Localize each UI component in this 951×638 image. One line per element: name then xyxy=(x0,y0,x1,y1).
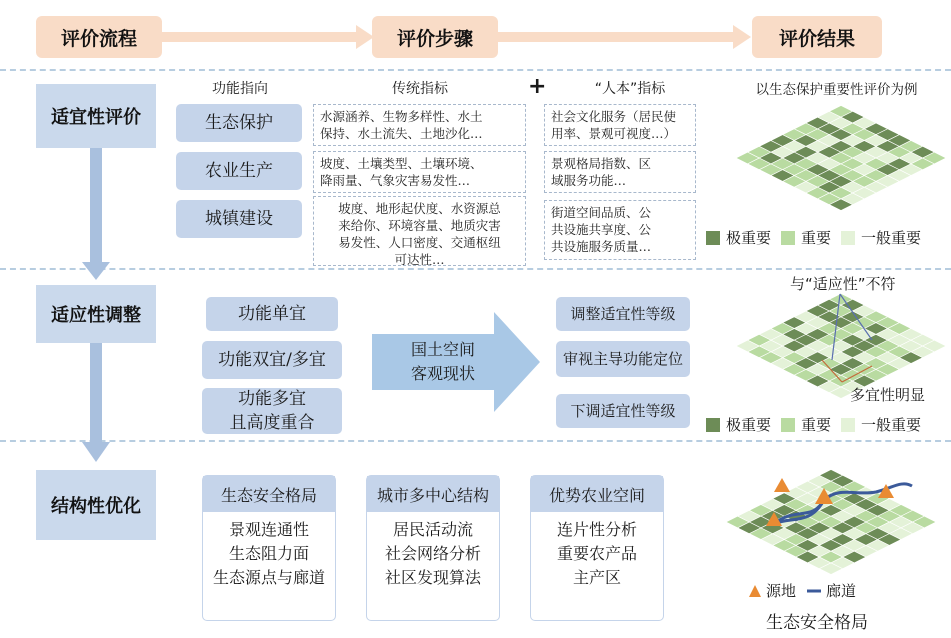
card-agriculture-space xyxy=(530,475,664,621)
action-lower: 下调适宜性等级 xyxy=(556,394,690,428)
text-line: 客观现状 xyxy=(410,364,475,383)
text-line: 街道空间品质、公 xyxy=(551,205,652,220)
header-arrow-2 xyxy=(497,24,759,50)
function-ecology: 生态保护 xyxy=(176,104,302,142)
column-title-human: “人本”指标 xyxy=(594,81,666,97)
legend-section2 xyxy=(706,414,921,435)
legend-corridor: 廊道 xyxy=(826,582,857,600)
header-result: 评价结果 xyxy=(752,16,882,58)
header-arrow-1 xyxy=(160,24,380,50)
header-steps: 评价步骤 xyxy=(372,16,498,58)
legend-very-important: 极重要 xyxy=(726,229,772,247)
stage-adaptability: 适应性调整 xyxy=(36,285,156,343)
text-line: 景观格局指数、区 xyxy=(551,156,652,171)
text-line: 保持、水土流失、土地沙化… xyxy=(320,126,483,141)
ecological-pattern-map xyxy=(716,466,946,576)
source-legend-icon xyxy=(748,584,762,598)
function-agriculture: 农业生产 xyxy=(176,152,302,190)
legend-swatch-important xyxy=(781,231,795,245)
human-agriculture xyxy=(544,151,696,193)
column-title-function: 功能指向 xyxy=(212,81,268,97)
card-ecological-security xyxy=(202,475,336,621)
level-multi xyxy=(202,388,342,434)
card-polycentric-structure xyxy=(366,475,500,621)
legend-very-important: 极重要 xyxy=(726,416,772,434)
action-review: 审视主导功能定位 xyxy=(556,341,690,377)
corridor-legend-icon xyxy=(806,584,822,598)
caption-ecological-pattern: 生态安全格局 xyxy=(766,613,868,633)
column-title-result: 以生态保护重要性评价为例 xyxy=(755,82,918,98)
status-arrow-label xyxy=(388,338,498,386)
card-item: 生态源点与廊道 xyxy=(212,568,325,587)
legend-general: 一般重要 xyxy=(861,229,922,247)
text-line: 水源涵养、生物多样性、水土 xyxy=(320,109,483,124)
legend-swatch-very-important xyxy=(706,231,720,245)
text-line: 国土空间 xyxy=(410,340,475,359)
text-line: 来给你、环境容量、地质灾害 xyxy=(338,218,501,233)
column-title-traditional: 传统指标 xyxy=(392,81,448,97)
stage-suitability: 适宜性评价 xyxy=(36,84,156,148)
text-line: 可达性… xyxy=(394,252,445,267)
card-item: 重要农产品 xyxy=(556,544,637,563)
plus-sign: + xyxy=(528,74,547,99)
suitability-grid-map xyxy=(722,98,947,220)
card-items xyxy=(203,518,335,590)
card-item: 主产区 xyxy=(572,568,621,587)
text-line: 域服务功能… xyxy=(551,173,627,188)
card-item: 连片性分析 xyxy=(556,520,637,539)
header-process: 评价流程 xyxy=(36,16,162,58)
legend-section3 xyxy=(748,580,856,601)
function-urban: 城镇建设 xyxy=(176,200,302,238)
human-ecology xyxy=(544,104,696,146)
card-item: 生态阻力面 xyxy=(228,544,309,563)
level-single: 功能单宜 xyxy=(206,297,338,331)
card-item: 社会网络分析 xyxy=(384,544,481,563)
card-item: 居民活动流 xyxy=(392,520,473,539)
text-line: 坡度、土壤类型、土壤环境、 xyxy=(320,156,483,171)
annotation-multi-suitability: 多宜性明显 xyxy=(850,386,926,404)
legend-section1 xyxy=(706,227,921,248)
card-item: 景观连通性 xyxy=(228,520,309,539)
legend-general: 一般重要 xyxy=(861,416,922,434)
card-title: 生态安全格局 xyxy=(203,476,335,512)
text-line: 共设施服务质量… xyxy=(551,239,652,254)
human-urban xyxy=(544,200,696,260)
card-item: 社区发现算法 xyxy=(384,568,481,587)
card-items xyxy=(367,518,499,590)
legend-swatch-general xyxy=(841,231,855,245)
text-line: 且高度重合 xyxy=(229,413,315,433)
legend-swatch-very-important xyxy=(706,418,720,432)
text-line: 降雨量、气象灾害易发性… xyxy=(320,173,471,188)
text-line: 功能多宜 xyxy=(238,389,306,409)
text-line: 社会文化服务（居民使 xyxy=(551,109,677,124)
text-line: 共设施共享度、公 xyxy=(551,222,652,237)
text-line: 坡度、地形起伏度、水资源总 xyxy=(338,201,501,216)
text-line: 用率、景观可视度…） xyxy=(551,126,677,141)
traditional-ecology xyxy=(313,104,526,146)
traditional-urban xyxy=(313,196,526,266)
text-line: 易发性、人口密度、交通枢纽 xyxy=(338,235,501,250)
legend-important: 重要 xyxy=(801,416,832,434)
legend-source: 源地 xyxy=(766,582,797,600)
action-adjust: 调整适宜性等级 xyxy=(556,297,690,331)
annotation-mismatch: 与“适应性”不符 xyxy=(790,275,896,293)
level-double: 功能双宜/多宜 xyxy=(202,341,342,379)
separator-top xyxy=(0,69,951,71)
traditional-agriculture xyxy=(313,151,526,193)
card-title: 优势农业空间 xyxy=(531,476,663,512)
legend-swatch-important xyxy=(781,418,795,432)
legend-swatch-general xyxy=(841,418,855,432)
legend-important: 重要 xyxy=(801,229,832,247)
source-marker xyxy=(774,478,790,492)
card-title: 城市多中心结构 xyxy=(367,476,499,512)
card-items xyxy=(531,518,663,590)
stage-structural: 结构性优化 xyxy=(36,470,156,540)
